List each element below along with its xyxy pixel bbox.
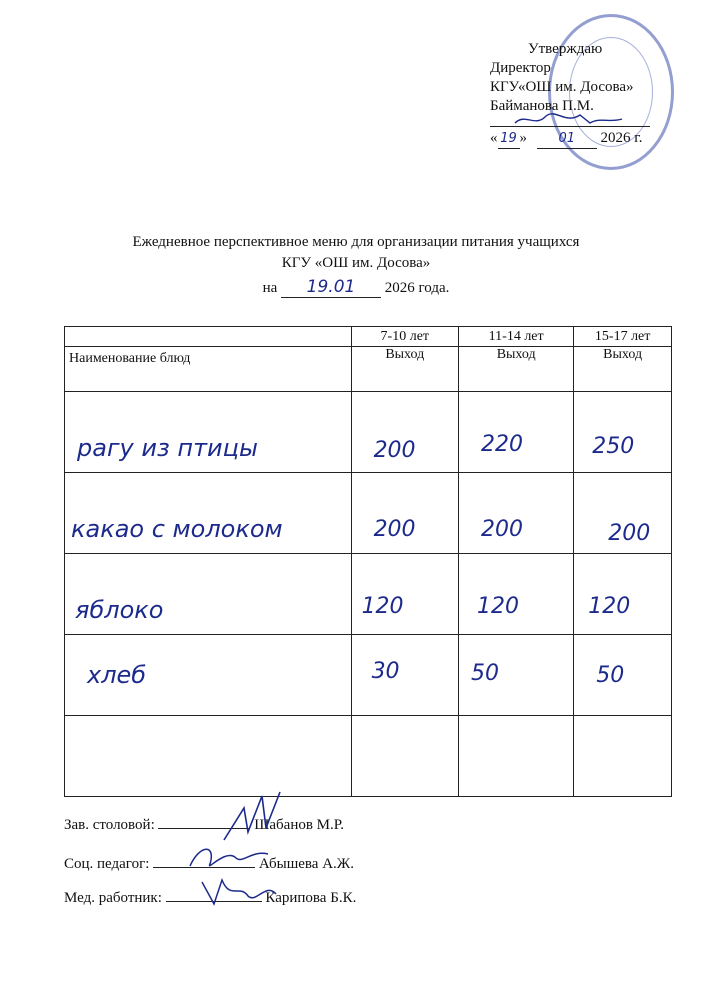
date-day: 19 xyxy=(498,129,520,149)
age-header-row xyxy=(65,327,672,347)
approval-organization: КГУ«ОШ им. Досова» xyxy=(490,79,634,95)
age-group-1: 7-10 лет xyxy=(351,327,458,347)
menu-date-line xyxy=(0,277,712,298)
dish-name: какао с молоком xyxy=(71,515,283,543)
approval-position: Директор xyxy=(490,60,551,76)
document-subtitle: КГУ «ОШ им. Досова» xyxy=(281,255,431,271)
menu-date-prefix: на xyxy=(262,280,278,296)
menu-date-suffix: 2026 года. xyxy=(384,280,450,296)
social-label: Соц. педагог: xyxy=(64,856,150,872)
approval-director-name: Байманова П.М. xyxy=(490,98,594,114)
social-name: Абышева А.Ж. xyxy=(258,856,354,872)
age-group-2: 11-14 лет xyxy=(459,327,574,347)
medic-name: Карипова Б.К. xyxy=(265,890,357,906)
portion-value: 200 xyxy=(608,521,651,546)
portion-value: 250 xyxy=(592,434,635,459)
table-row xyxy=(65,635,672,716)
medic-label: Мед. работник: xyxy=(64,890,162,906)
portion-value: 50 xyxy=(471,661,500,686)
age-group-3: 15-17 лет xyxy=(574,327,672,347)
portion-value: 120 xyxy=(477,594,520,619)
table-row xyxy=(65,554,672,635)
director-signature xyxy=(510,109,630,129)
portion-value: 120 xyxy=(588,594,631,619)
date-month: 01 xyxy=(537,129,597,149)
cafeteria-signature xyxy=(64,816,344,834)
portion-value: 200 xyxy=(481,517,524,542)
dish-name: яблоко xyxy=(75,596,164,624)
menu-date-value: 19.01 xyxy=(281,277,381,298)
dish-name: рагу из птицы xyxy=(77,434,258,462)
blank-header-cell xyxy=(65,327,352,347)
table-row xyxy=(65,392,672,473)
date-open-quote: « xyxy=(490,130,498,146)
approval-block xyxy=(490,40,650,149)
cafeteria-label: Зав. столовой: xyxy=(64,817,155,833)
portion-value: 200 xyxy=(373,517,416,542)
portion-value: 200 xyxy=(373,438,416,463)
approval-date xyxy=(490,129,650,149)
approval-signature-line xyxy=(490,116,650,127)
menu-table xyxy=(64,326,672,797)
portion-value: 50 xyxy=(596,663,625,688)
dish-name: хлеб xyxy=(87,661,147,689)
portion-value: 220 xyxy=(481,432,524,457)
output-header-1: Выход xyxy=(351,347,458,392)
table-row xyxy=(65,473,672,554)
table-row-empty xyxy=(65,716,672,797)
dish-name-header: Наименование блюд xyxy=(65,347,352,392)
output-header-row xyxy=(65,347,672,392)
output-header-2: Выход xyxy=(459,347,574,392)
medic-signature-mark xyxy=(196,874,280,914)
document-title: Ежедневное перспективное меню для организации питания учащихся xyxy=(132,234,580,250)
approval-heading: Утверждаю xyxy=(528,41,603,57)
portion-value: 30 xyxy=(371,659,400,684)
date-close-quote: » xyxy=(519,130,527,146)
cafeteria-name: Шабанов М.Р. xyxy=(254,817,344,833)
portion-value: 120 xyxy=(361,594,404,619)
output-header-3: Выход xyxy=(574,347,672,392)
date-year: 2026 г. xyxy=(600,130,643,146)
cafeteria-signature-mark xyxy=(214,788,284,848)
social-signature-mark xyxy=(186,840,272,876)
